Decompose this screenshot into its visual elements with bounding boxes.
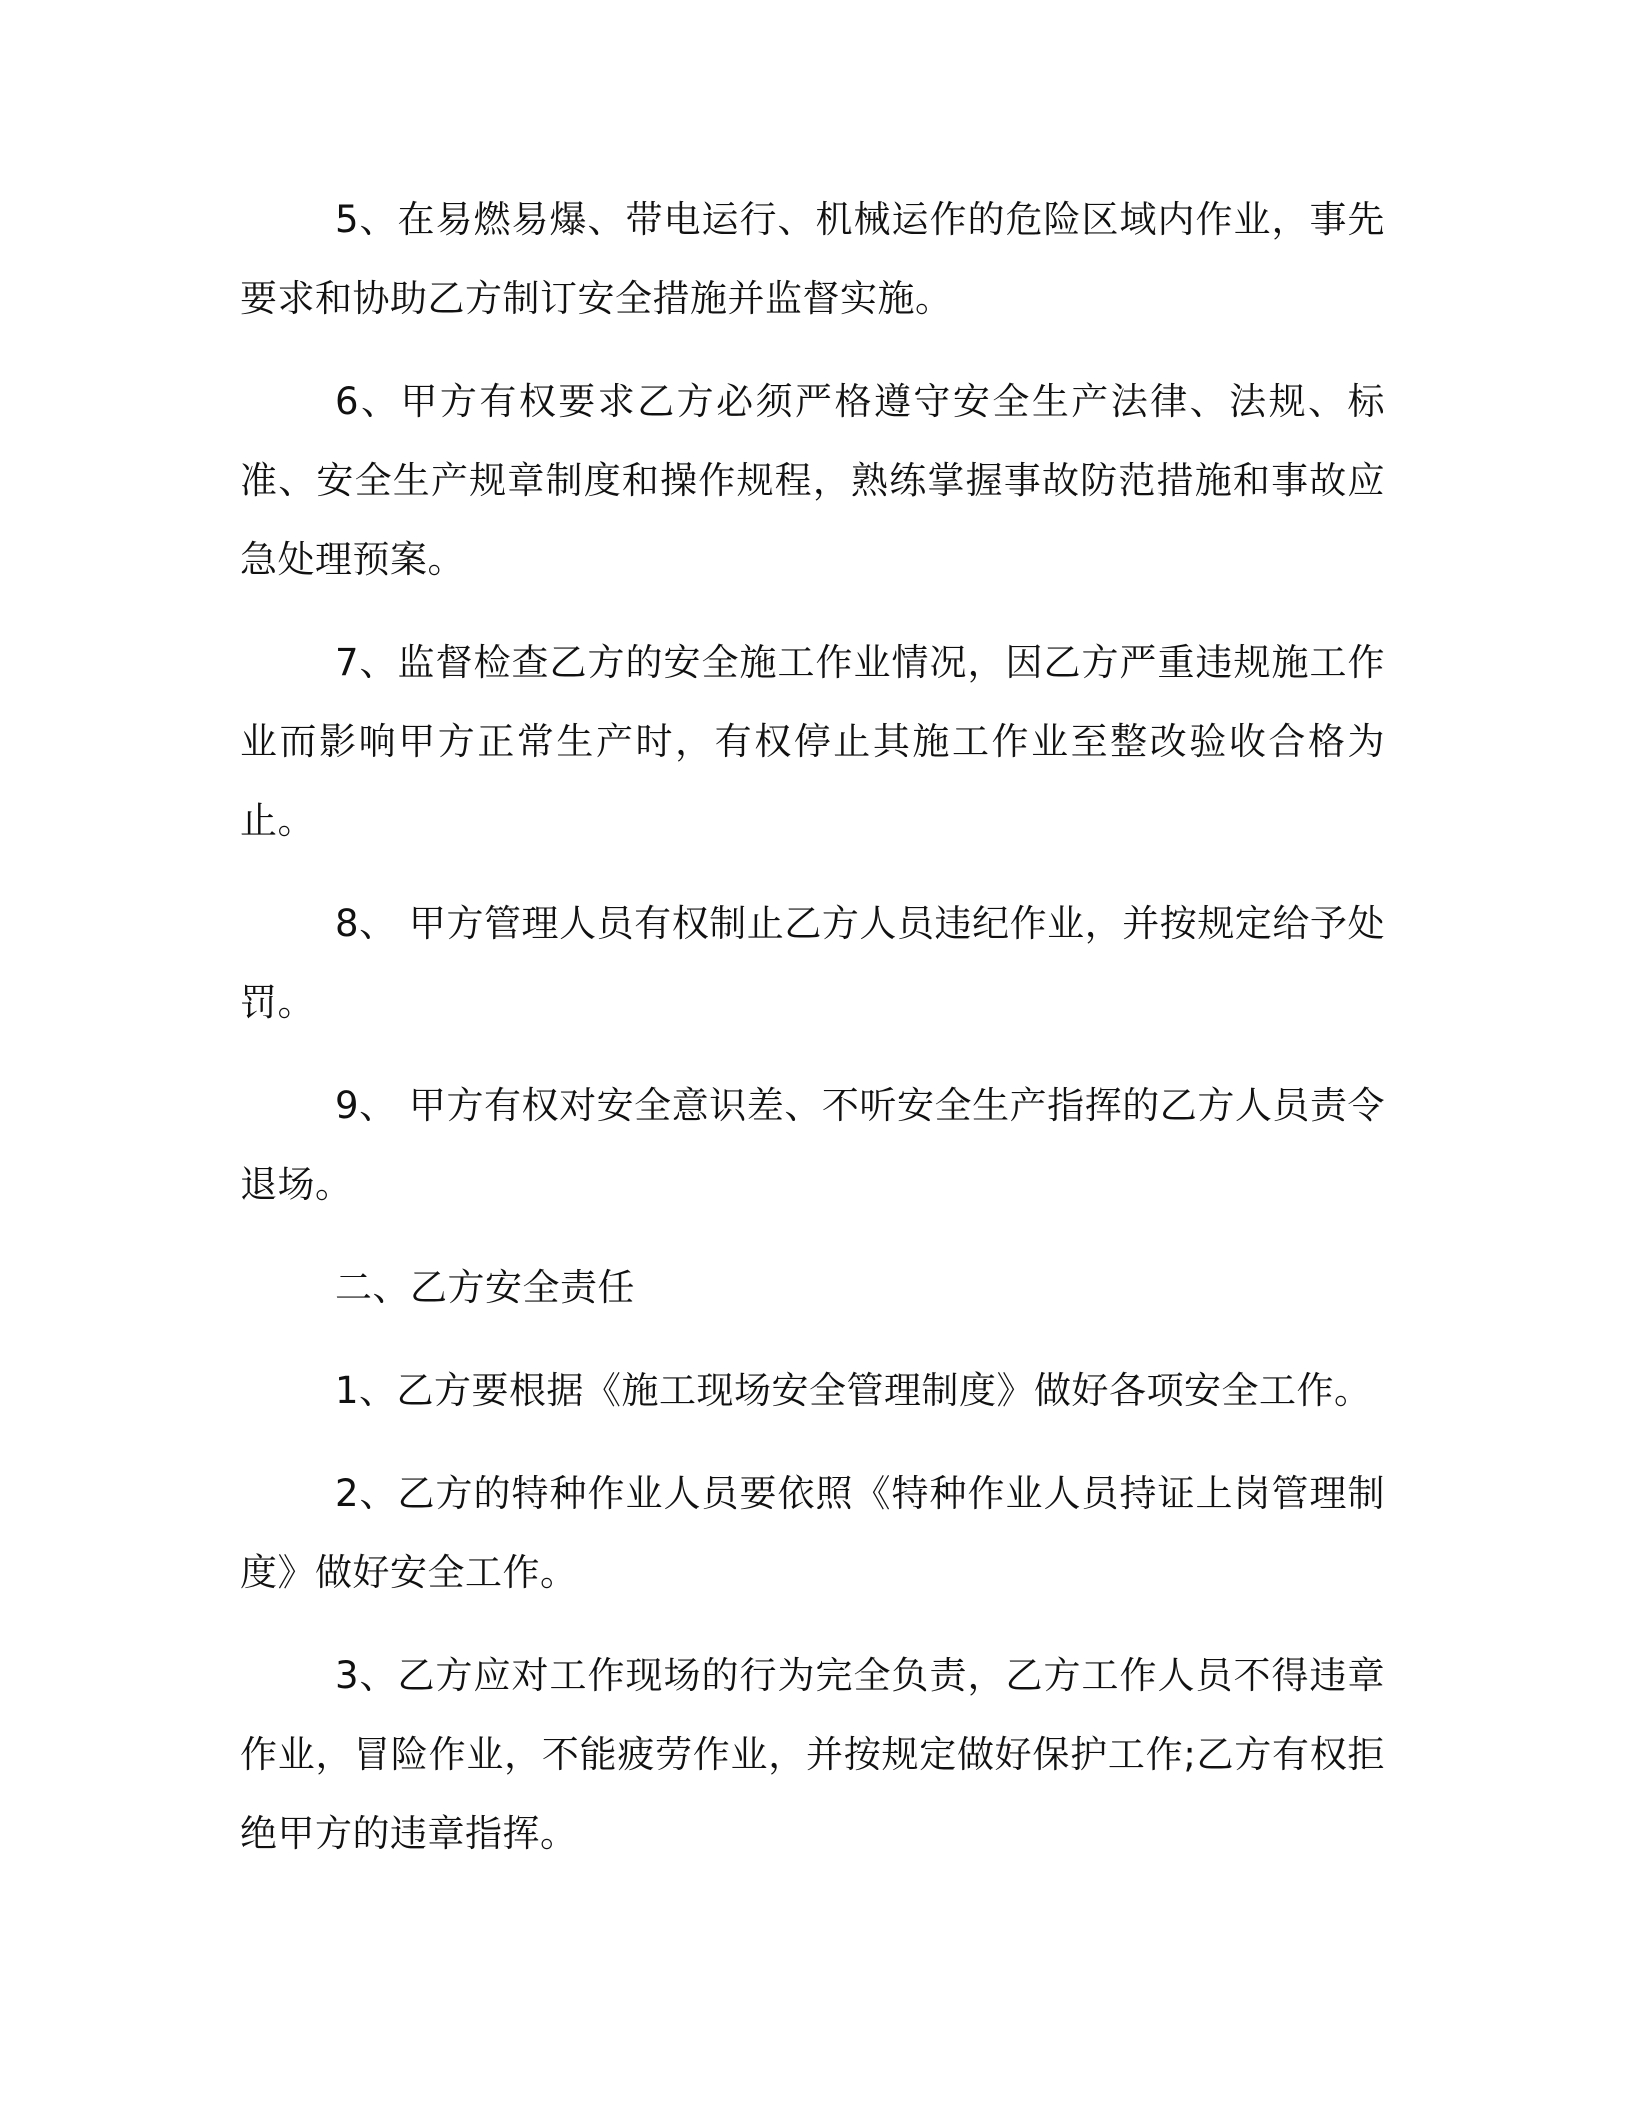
document-body <box>240 180 1385 1897</box>
paragraph-item-9: 9、 甲方有权对安全意识差、不听安全生产指挥的乙方人员责令退场。 <box>240 1084 1385 1206</box>
section-paragraph-2: 2、乙方的特种作业人员要依照《特种作业人员持证上岗管理制度》做好安全工作。 <box>240 1472 1385 1594</box>
paragraph-item-6: 6、甲方有权要求乙方必须严格遵守安全生产法律、法规、标准、安全生产规章制度和操作规程，熟练掌握事故防范措施和事故应急处理预案。 <box>240 380 1385 581</box>
section-heading: 二、乙方安全责任 <box>335 1266 635 1309</box>
section-paragraph-3: 3、乙方应对工作现场的行为完全负责，乙方工作人员不得违章作业，冒险作业，不能疲劳作业，并按规定做好保护工作;乙方有权拒绝甲方的违章指挥。 <box>240 1654 1385 1855</box>
section-paragraph-1: 1、乙方要根据《施工现场安全管理制度》做好各项安全工作。 <box>335 1369 1372 1412</box>
paragraph-item-8: 8、 甲方管理人员有权制止乙方人员违纪作业，并按规定给予处罚。 <box>240 902 1385 1024</box>
paragraph-item-5: 5、在易燃易爆、带电运行、机械运作的危险区域内作业，事先要求和协助乙方制订安全措施并监督实施。 <box>240 198 1385 320</box>
paragraph-item-7: 7、监督检查乙方的安全施工作业情况，因乙方严重违规施工作业而影响甲方正常生产时，有权停止其施工作业至整改验收合格为止。 <box>240 641 1385 842</box>
